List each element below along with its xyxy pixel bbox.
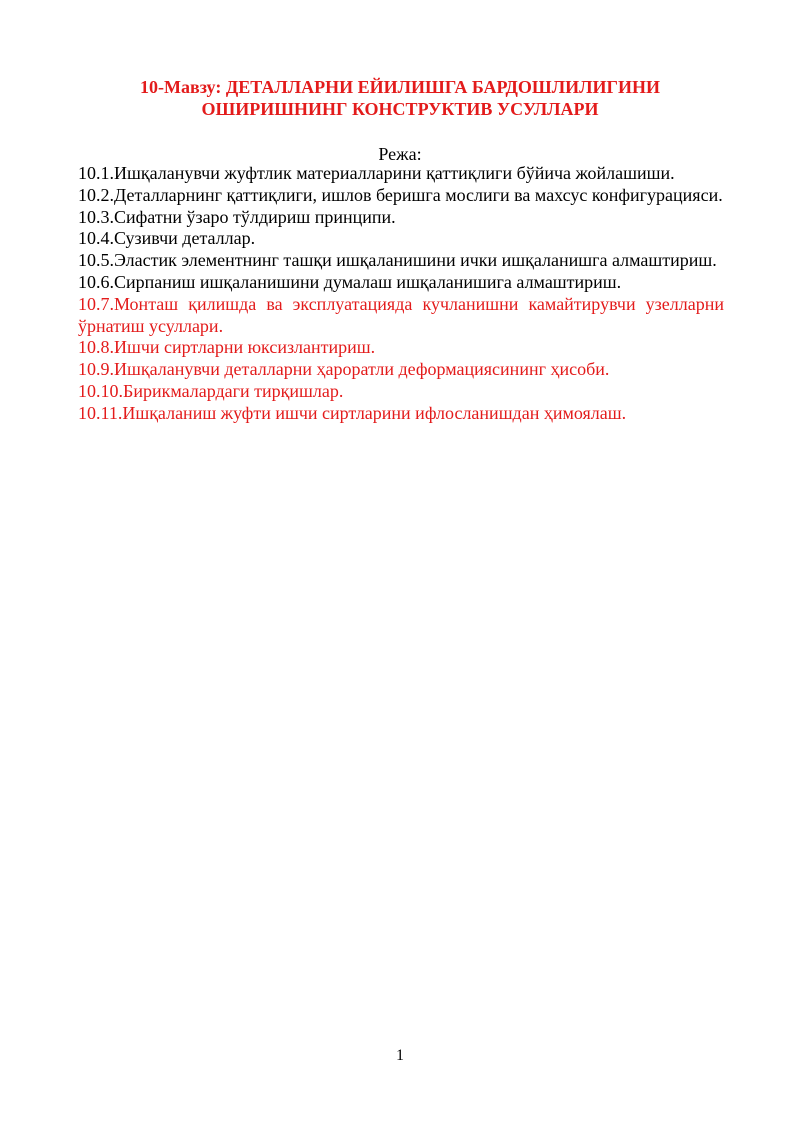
plan-item-10-2: 10.2.Деталларнинг қаттиқлиги, ишлов беришга мослиги ва махсус конфигурацияси.	[78, 184, 723, 205]
plan-list	[78, 163, 724, 425]
plan-item-10-1: 10.1.Ишқаланувчи жуфтлик материалларини қаттиқлиги бўйича жойлашиши.	[78, 163, 675, 183]
title-line-2: ОШИРИШНИНГ КОНСТРУКТИВ УСУЛЛАРИ	[201, 99, 599, 119]
plan-item-10-5: 10.5.Эластик элементнинг ташқи ишқаланишини ички ишқаланишга алмаштириш.	[78, 250, 717, 271]
plan-item-10-3: 10.3.Сифатни ўзаро тўлдириш принципи.	[78, 206, 396, 227]
plan-item-10-11: 10.11.Ишқаланиш жуфти ишчи сиртларини ифлосланишдан ҳимоялаш.	[78, 402, 627, 423]
plan-item-10-9: 10.9.Ишқаланувчи деталларни ҳароратли деформациясининг ҳисоби.	[78, 359, 610, 380]
page-number: 1	[396, 1047, 404, 1064]
plan-item-10-6: 10.6.Сирпаниш ишқаланишини думалаш ишқаланишига алмаштириш.	[78, 271, 622, 292]
plan-item-10-10: 10.10.Бирикмалардаги тирқишлар.	[78, 380, 344, 401]
title-line-1: 10-Мавзу: ДЕТАЛЛАРНИ ЕЙИЛИШГА БАРДОШЛИЛИГИНИ	[140, 77, 660, 97]
plan-item-10-8: 10.8.Ишчи сиртларни юксизлантириш.	[78, 337, 376, 358]
document-title	[78, 76, 722, 120]
plan-item-10-7: 10.7.Монташ қилишда ва эксплуатацияда кучланишни камайтирувчи узелларни ўрнатиш усуллари.	[78, 293, 724, 336]
plan-heading: Режа:	[378, 144, 422, 164]
plan-item-10-4: 10.4.Сузивчи деталлар.	[78, 228, 256, 249]
